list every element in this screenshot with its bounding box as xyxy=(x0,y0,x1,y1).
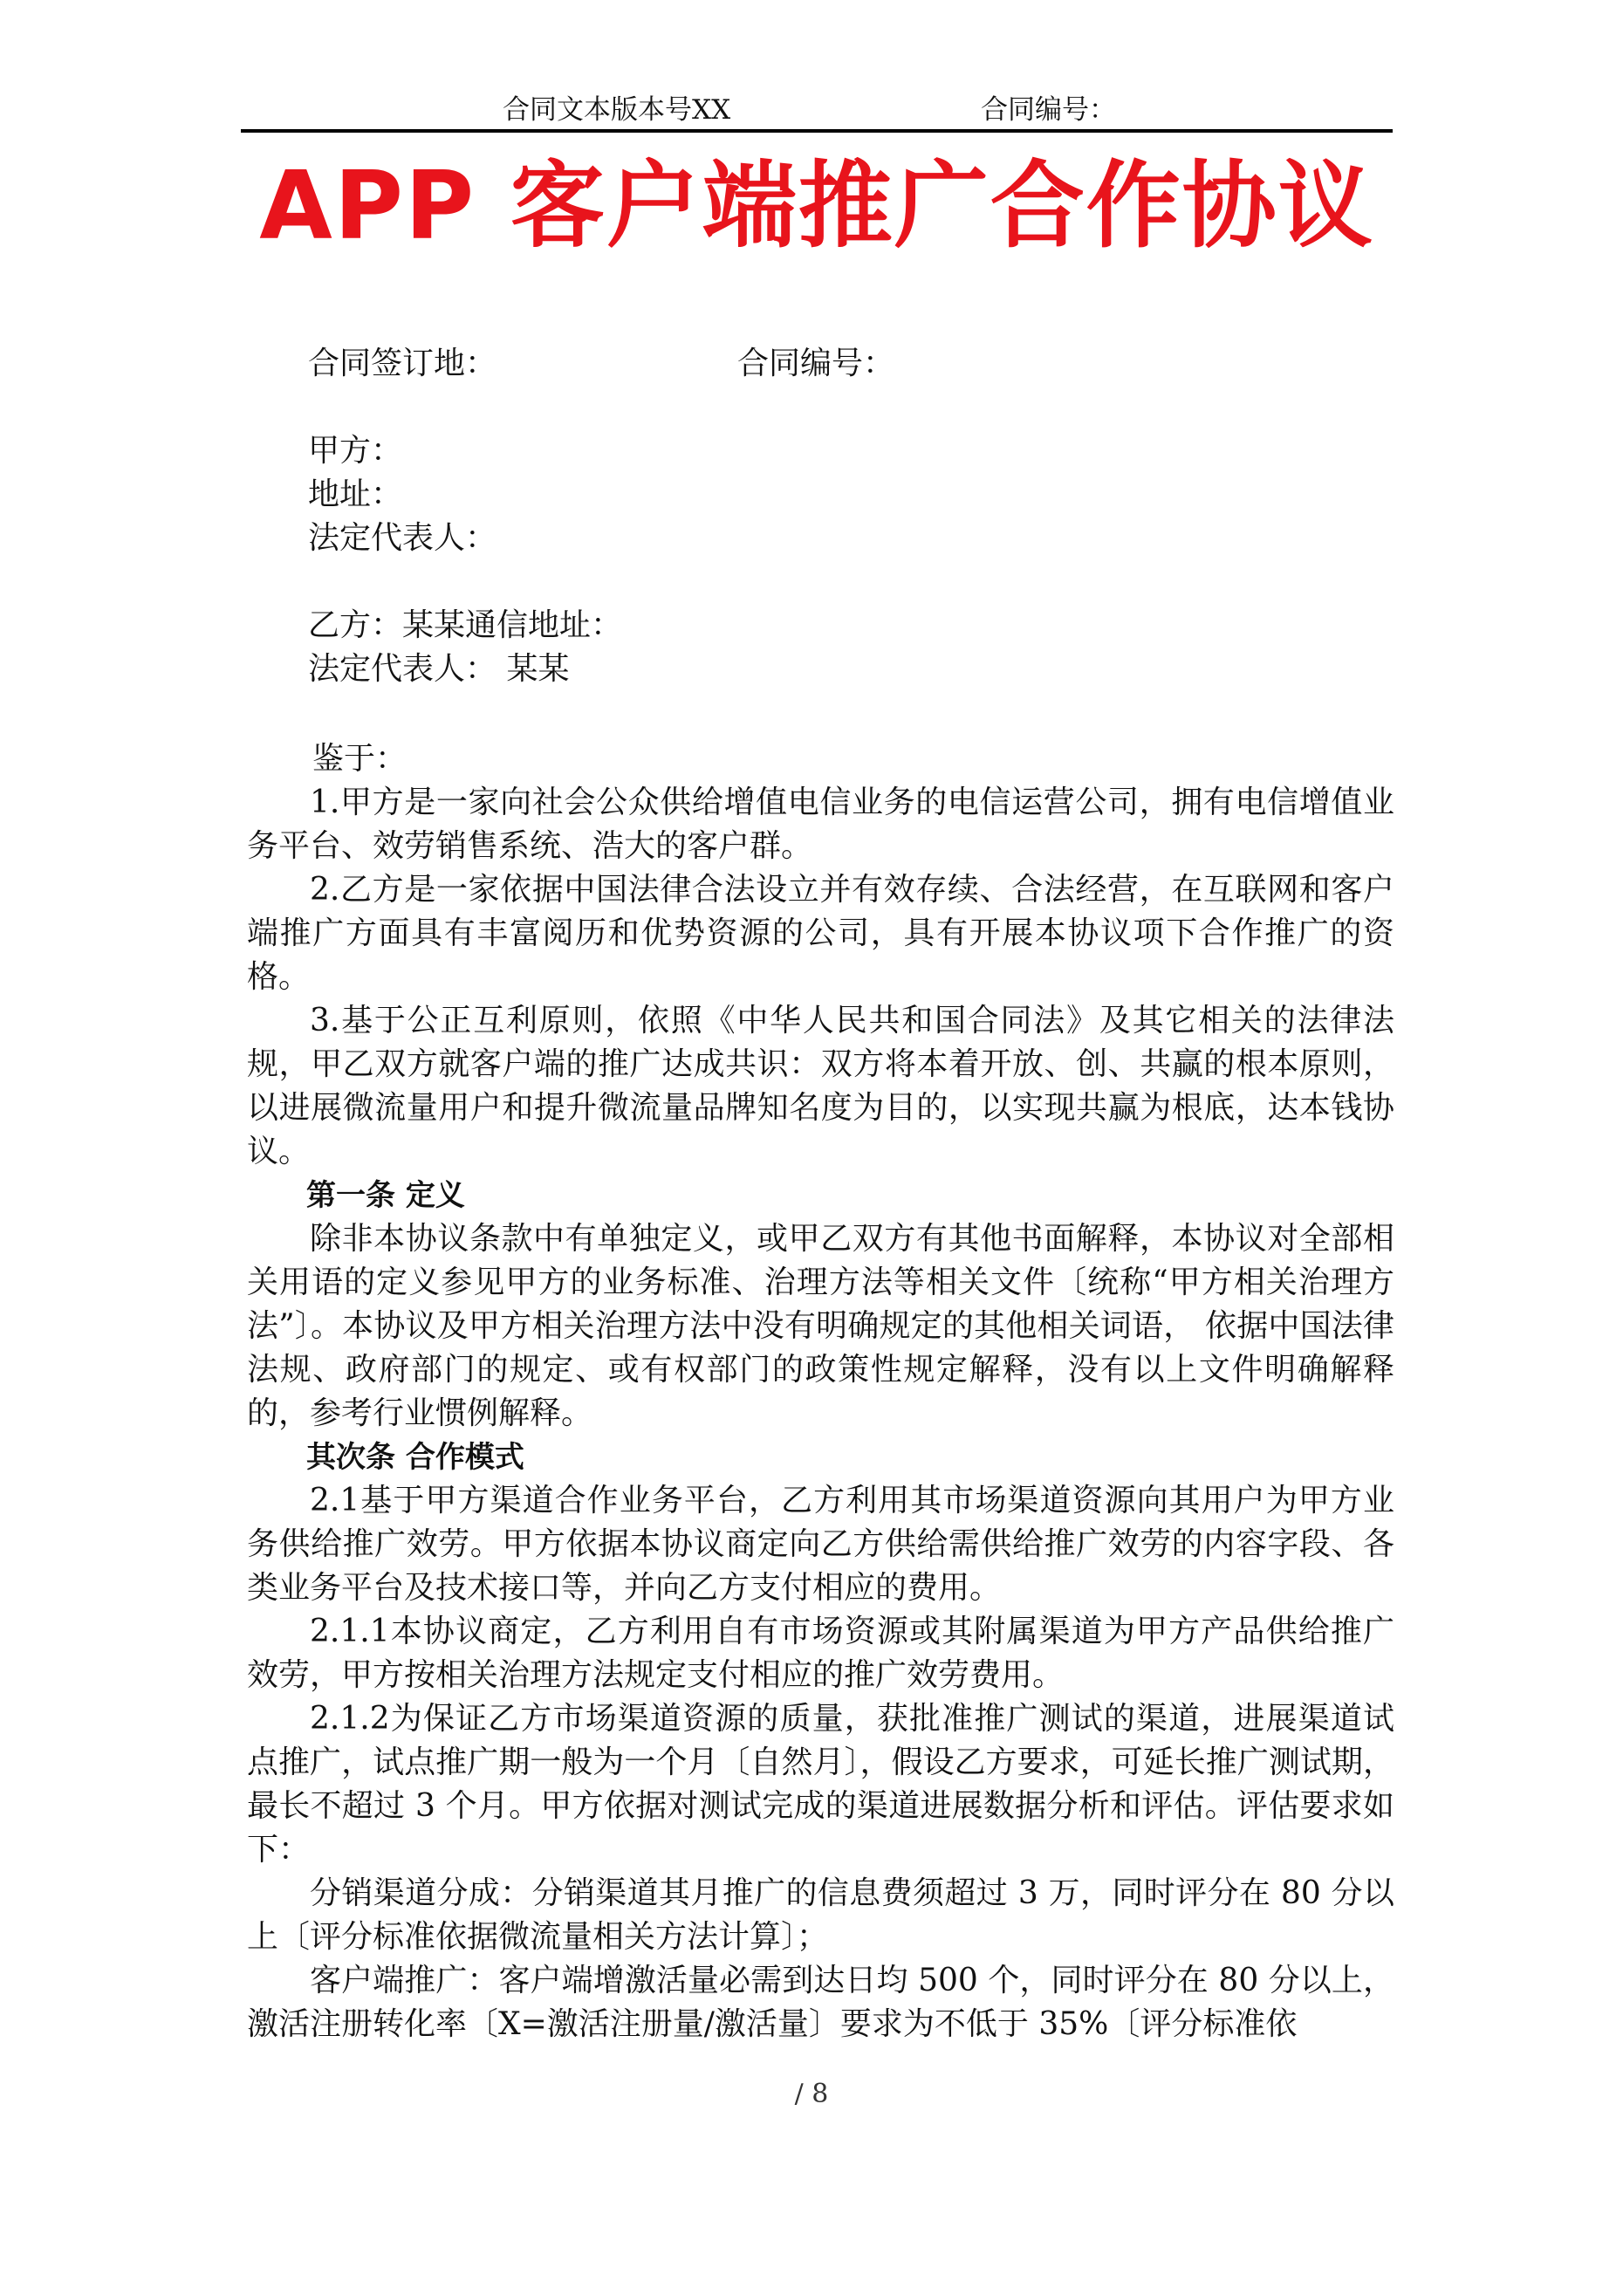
page-number: / 8 xyxy=(794,2079,829,2109)
header-contract-no: 合同编号： xyxy=(981,94,1116,126)
preamble-label: 鉴于： xyxy=(312,741,407,777)
party-a-representative: 法定代表人： xyxy=(308,520,497,556)
sign-place-label: 合同签订地： xyxy=(308,346,497,381)
party-a-address: 地址： xyxy=(308,476,403,512)
page-header xyxy=(241,91,1393,133)
client-promotion-text: 客户端推广：客户端增激活量必需到达日均 500 个，同时评分在 80 分以上，激活注册转化率〔X=激活注册量/激活量〕要求为不低于 35%〔评分标准依 xyxy=(247,1963,1394,2042)
recital-1: 1.甲方是一家向社会公众供给增值电信业务的电信运营公司，拥有电信增值业务平台、效劳销售系统、浩大的客户群。 xyxy=(247,785,1394,864)
party-b-name: 乙方：某某通信地址： xyxy=(308,607,623,643)
party-b-representative: 法定代表人： 某某 xyxy=(308,651,570,687)
header-version: 合同文本版本号XX xyxy=(503,94,731,126)
contract-no-label: 合同编号： xyxy=(737,346,895,381)
clause-2-1: 2.1基于甲方渠道合作业务平台，乙方利用其市场渠道资源向其用户为甲方业务供给推广效劳。甲方依据本协议商定向乙方供给需供给推广效劳的内容字段、各类业务平台及技术接口等，并向乙方支付相应的费用。 xyxy=(247,1483,1394,1606)
article-1-text: 除非本协议条款中有单独定义，或甲乙双方有其他书面解释，本协议对全部相关用语的定义参见甲方的业务标准、治理方法等相关文件〔统称“甲方相关治理方法”〕。本协议及甲方相关治理方法中没有明确规定的其他相关词语， 依据中国法律法规、政府部门的规定、或有权部门的政策性规定解释，没有以上文件明确解释的，参考行业惯例解释。 xyxy=(247,1221,1394,1431)
recital-2: 2.乙方是一家依据中国法律合法设立并有效存续、合法经营，在互联网和客户端推广方面具有丰富阅历和优势资源的公司，具有开展本协议项下合作推广的资格。 xyxy=(247,872,1394,995)
article-2-heading: 其次条 合作模式 xyxy=(306,1440,524,1475)
document-title: APP 客户端推广合作协议 xyxy=(259,152,1374,261)
clause-2-1-2: 2.1.2为保证乙方市场渠道资源的质量，获批准推广测试的渠道，进展渠道试点推广，试点推广期一般为一个月〔自然月〕，假设乙方要求，可延长推广测试期，最长不超过 3 个月。甲方依据对测试完成的渠道进展数据分析和评估。评估要求如下： xyxy=(247,1701,1394,1868)
distribution-channel-text: 分销渠道分成：分销渠道其月推广的信息费须超过 3 万，同时评分在 80 分以上〔评分标准依据微流量相关方法计算〕； xyxy=(247,1875,1394,1955)
recital-3: 3.基于公正互利原则，依照《中华人民共和国合同法》及其它相关的法律法规，甲乙双方就客户端的推广达成共识：双方将本着开放、创、共赢的根本原则，以进展微流量用户和提升微流量品牌知名度为目的，以实现共赢为根底，达本钱协议。 xyxy=(247,1003,1394,1169)
contract-body xyxy=(247,781,1394,2046)
party-a-name: 甲方： xyxy=(308,433,403,469)
article-1-heading: 第一条 定义 xyxy=(306,1178,465,1213)
clause-2-1-1: 2.1.1本协议商定，乙方利用自有市场资源或其附属渠道为甲方产品供给推广效劳，甲方按相关治理方法规定支付相应的推广效劳费用。 xyxy=(247,1614,1394,1693)
